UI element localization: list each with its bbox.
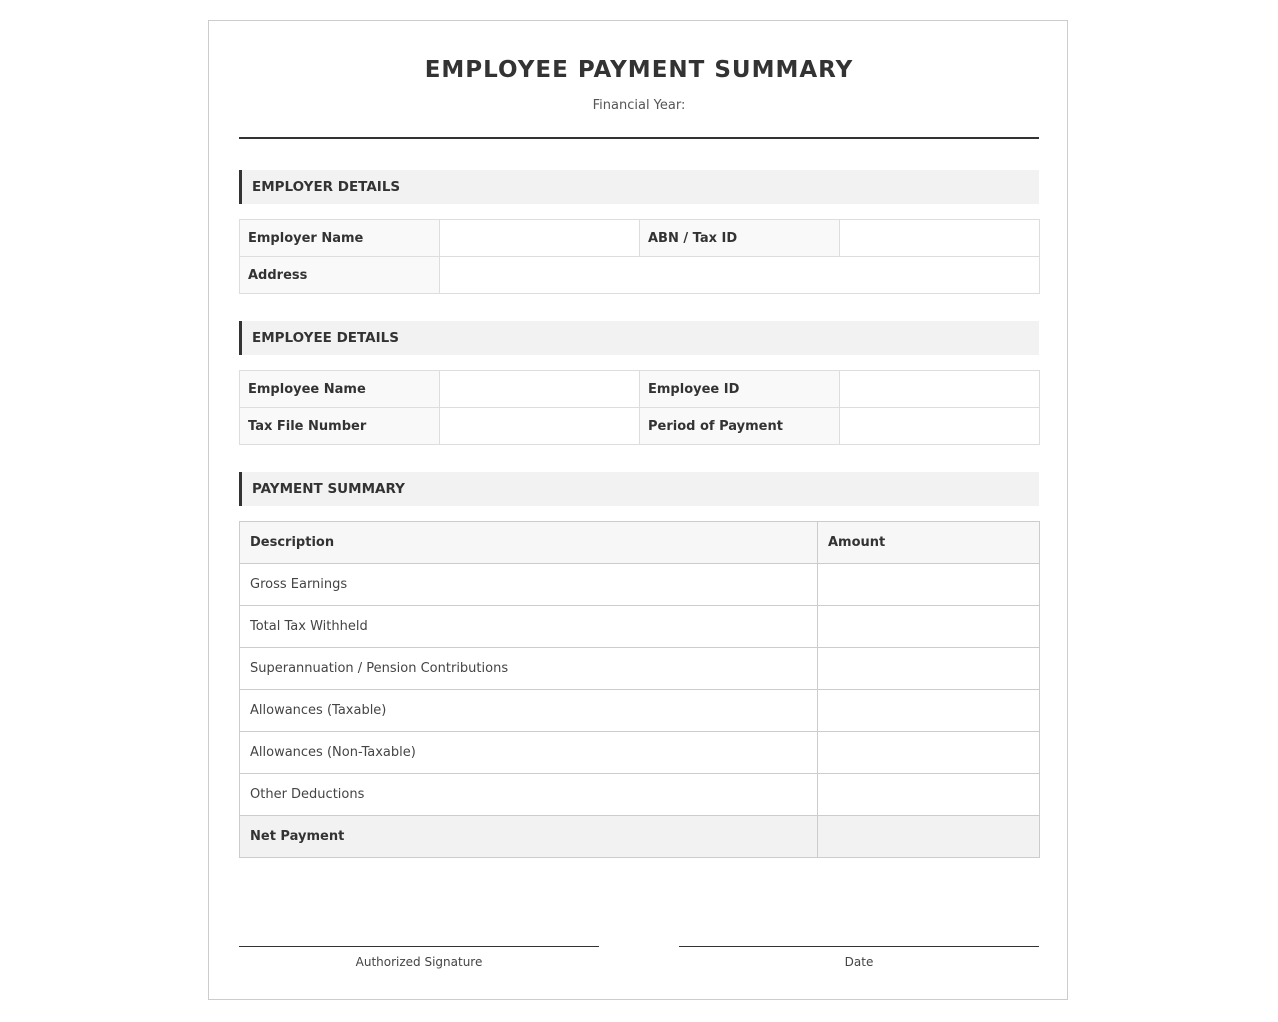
table-row	[240, 774, 1040, 816]
row-amount-field[interactable]	[818, 690, 1040, 732]
tax-file-number-label: Tax File Number	[240, 408, 440, 445]
row-description: Gross Earnings	[240, 564, 818, 606]
table-row	[240, 257, 1040, 294]
row-description: Superannuation / Pension Contributions	[240, 648, 818, 690]
date-signature-block[interactable]	[679, 946, 1039, 969]
employer-details-heading: EMPLOYER DETAILS	[239, 170, 1039, 204]
signature-line	[239, 946, 599, 947]
row-description: Allowances (Non-Taxable)	[240, 732, 818, 774]
row-description: Total Tax Withheld	[240, 606, 818, 648]
row-amount-field[interactable]	[818, 732, 1040, 774]
employee-id-label: Employee ID	[640, 371, 840, 408]
table-row	[240, 371, 1040, 408]
net-payment-amount-field[interactable]	[818, 816, 1040, 858]
date-line	[679, 946, 1039, 947]
authorized-signature-block[interactable]	[239, 946, 599, 969]
table-row	[240, 648, 1040, 690]
date-label: Date	[844, 955, 874, 969]
payment-summary-table	[239, 521, 1040, 858]
table-header-row	[240, 522, 1040, 564]
table-row	[240, 408, 1040, 445]
address-field[interactable]	[440, 257, 1040, 294]
table-row	[240, 220, 1040, 257]
tax-file-number-field[interactable]	[440, 408, 640, 445]
employer-name-field[interactable]	[440, 220, 640, 257]
employee-name-label: Employee Name	[240, 371, 440, 408]
title-divider	[239, 137, 1039, 139]
row-amount-field[interactable]	[818, 606, 1040, 648]
net-payment-row	[240, 816, 1040, 858]
table-row	[240, 606, 1040, 648]
abn-tax-id-label: ABN / Tax ID	[640, 220, 840, 257]
row-description: Other Deductions	[240, 774, 818, 816]
financial-year-label: Financial Year:	[592, 98, 686, 113]
row-amount-field[interactable]	[818, 564, 1040, 606]
period-of-payment-label: Period of Payment	[640, 408, 840, 445]
document-sheet	[208, 20, 1068, 1000]
description-column-header: Description	[240, 522, 818, 564]
row-description: Allowances (Taxable)	[240, 690, 818, 732]
period-of-payment-field[interactable]	[840, 408, 1040, 445]
address-label: Address	[240, 257, 440, 294]
table-row	[240, 564, 1040, 606]
employee-name-field[interactable]	[440, 371, 640, 408]
row-amount-field[interactable]	[818, 648, 1040, 690]
payment-summary-heading: PAYMENT SUMMARY	[239, 472, 1039, 506]
employee-details-heading: EMPLOYEE DETAILS	[239, 321, 1039, 355]
table-row	[240, 690, 1040, 732]
row-amount-field[interactable]	[818, 774, 1040, 816]
financial-year-row	[239, 98, 1039, 113]
employer-details-table	[239, 219, 1040, 294]
net-payment-label: Net Payment	[240, 816, 818, 858]
employee-details-table	[239, 370, 1040, 445]
employer-name-label: Employer Name	[240, 220, 440, 257]
abn-tax-id-field[interactable]	[840, 220, 1040, 257]
employee-id-field[interactable]	[840, 371, 1040, 408]
amount-column-header: Amount	[818, 522, 1040, 564]
authorized-signature-label: Authorized Signature	[355, 955, 483, 969]
document-title: EMPLOYEE PAYMENT SUMMARY	[424, 57, 854, 83]
table-row	[240, 732, 1040, 774]
